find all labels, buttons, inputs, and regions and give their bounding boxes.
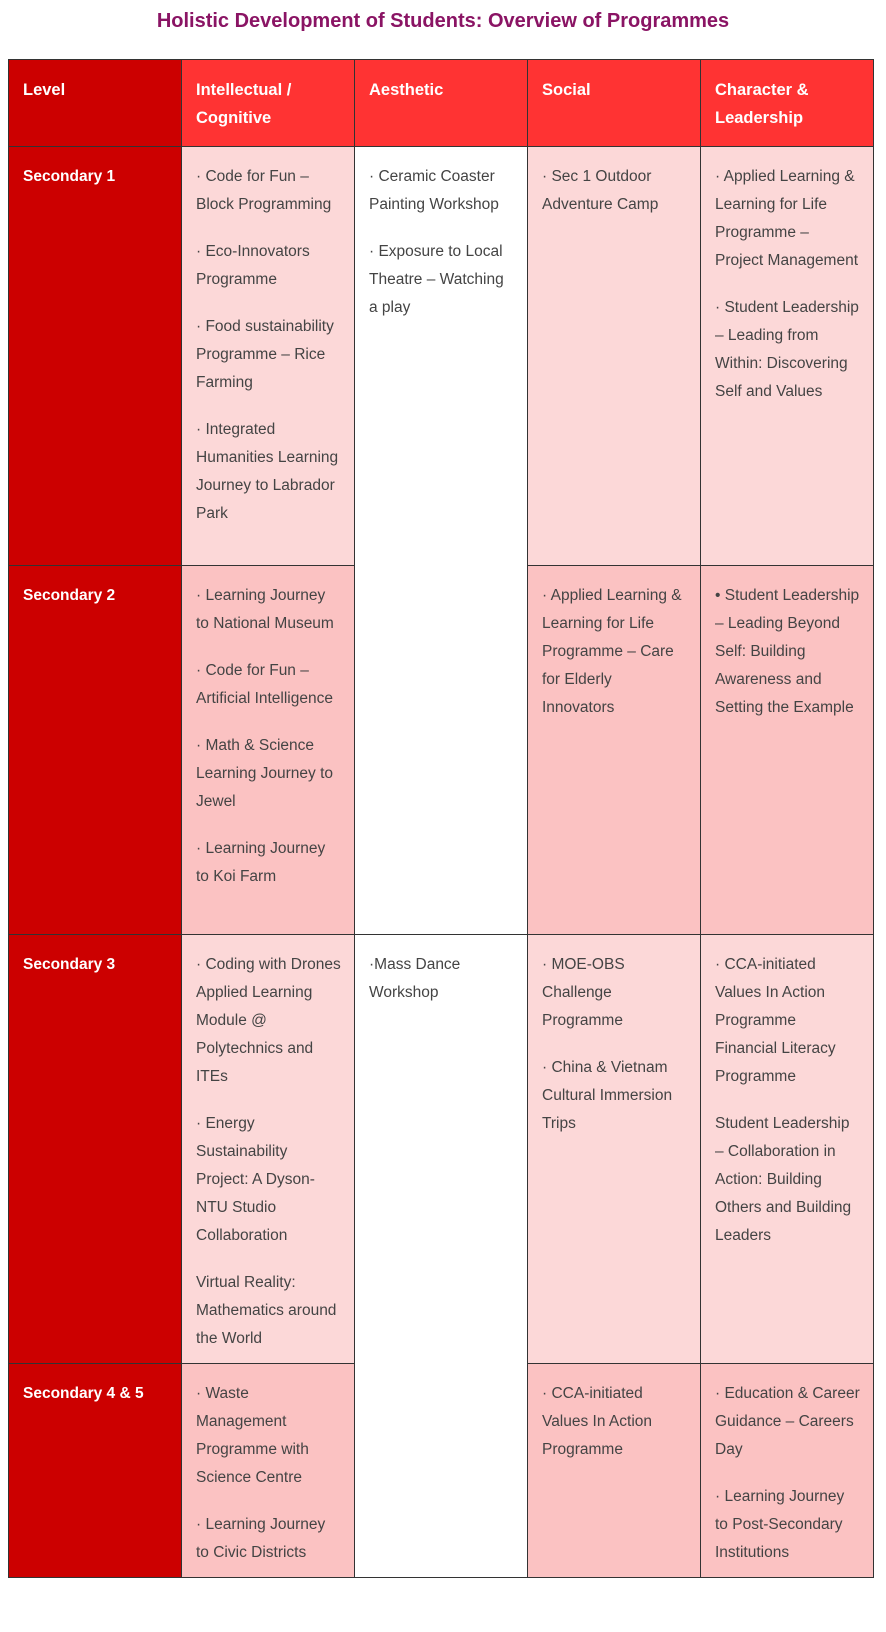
character-cell [701, 566, 874, 935]
list-item: · Energy Sustainability Project: A Dyson-NTU Studio Collaboration [196, 1115, 315, 1244]
page-title: Holistic Development of Students: Overview of Programmes [156, 10, 730, 32]
programmes-table [8, 59, 874, 1578]
list-item: · China & Vietnam Cultural Immersion Trips [542, 1059, 673, 1132]
level-cell: Secondary 2 [9, 566, 182, 935]
list-item: · Applied Learning & Learning for Life Programme – Care for Elderly Innovators [542, 587, 682, 716]
list-item: · Sec 1 Outdoor Adventure Camp [542, 168, 659, 213]
list-item: · Coding with Drones Applied Learning Module @ Polytechnics and ITEs [196, 956, 341, 1085]
social-cell [528, 935, 701, 1364]
social-cell [528, 1364, 701, 1578]
level-cell: Secondary 3 [9, 935, 182, 1364]
list-item: Student Leadership – Collaboration in Action: Building Others and Building Leaders [715, 1115, 852, 1244]
table-row [9, 935, 874, 1364]
header-intellectual: Intellectual / Cognitive [182, 60, 355, 147]
character-cell [701, 1364, 874, 1578]
list-item: · Learning Journey to National Museum [196, 587, 334, 632]
list-item: · Exposure to Local Theatre – Watching a play [369, 243, 504, 316]
header-social: Social [528, 60, 701, 147]
list-item: · Food sustainability Programme – Rice Farming [196, 318, 334, 391]
list-item: · Integrated Humanities Learning Journey to Labrador Park [196, 421, 339, 522]
list-item: · Student Leadership – Leading from Within: Discovering Self and Values [715, 299, 859, 400]
list-item: · Learning Journey to Post-Secondary Institutions [715, 1488, 845, 1561]
intellectual-cell [182, 1364, 355, 1578]
intellectual-cell [182, 566, 355, 935]
list-item: · Applied Learning & Learning for Life Programme – Project Management [715, 168, 859, 269]
table-row [9, 147, 874, 566]
level-cell: Secondary 4 & 5 [9, 1364, 182, 1578]
header-character: Character & Leadership [701, 60, 874, 147]
list-item: · Education & Career Guidance – Careers Day [715, 1385, 860, 1458]
list-item: · Ceramic Coaster Painting Workshop [369, 168, 499, 213]
aesthetic-cell [355, 147, 528, 935]
list-item: • Student Leadership – Leading Beyond Self: Building Awareness and Setting the Example [715, 587, 860, 716]
header-row [9, 60, 874, 147]
list-item: · Learning Journey to Civic Districts [196, 1516, 326, 1561]
character-cell [701, 935, 874, 1364]
social-cell [528, 566, 701, 935]
list-item: ·Mass Dance Workshop [369, 956, 461, 1001]
level-cell: Secondary 1 [9, 147, 182, 566]
list-item: · MOE-OBS Challenge Programme [542, 956, 625, 1029]
list-item: · Code for Fun – Artificial Intelligence [196, 662, 333, 707]
list-item: · Learning Journey to Koi Farm [196, 840, 326, 885]
header-aesthetic: Aesthetic [355, 60, 528, 147]
list-item: · Math & Science Learning Journey to Jewel [196, 737, 334, 810]
aesthetic-cell [355, 935, 528, 1578]
list-item: · Eco-Innovators Programme [196, 243, 310, 288]
list-item: Virtual Reality: Mathematics around the World [196, 1274, 337, 1347]
list-item: · Waste Management Programme with Science Centre [196, 1385, 309, 1486]
header-level: Level [9, 60, 182, 147]
list-item: · Code for Fun – Block Programming [196, 168, 332, 213]
list-item: · CCA-initiated Values In Action Programme Financial Literacy Programme [715, 956, 836, 1085]
intellectual-cell [182, 147, 355, 566]
list-item: · CCA-initiated Values In Action Programme [542, 1385, 653, 1458]
social-cell [528, 147, 701, 566]
intellectual-cell [182, 935, 355, 1364]
character-cell [701, 147, 874, 566]
